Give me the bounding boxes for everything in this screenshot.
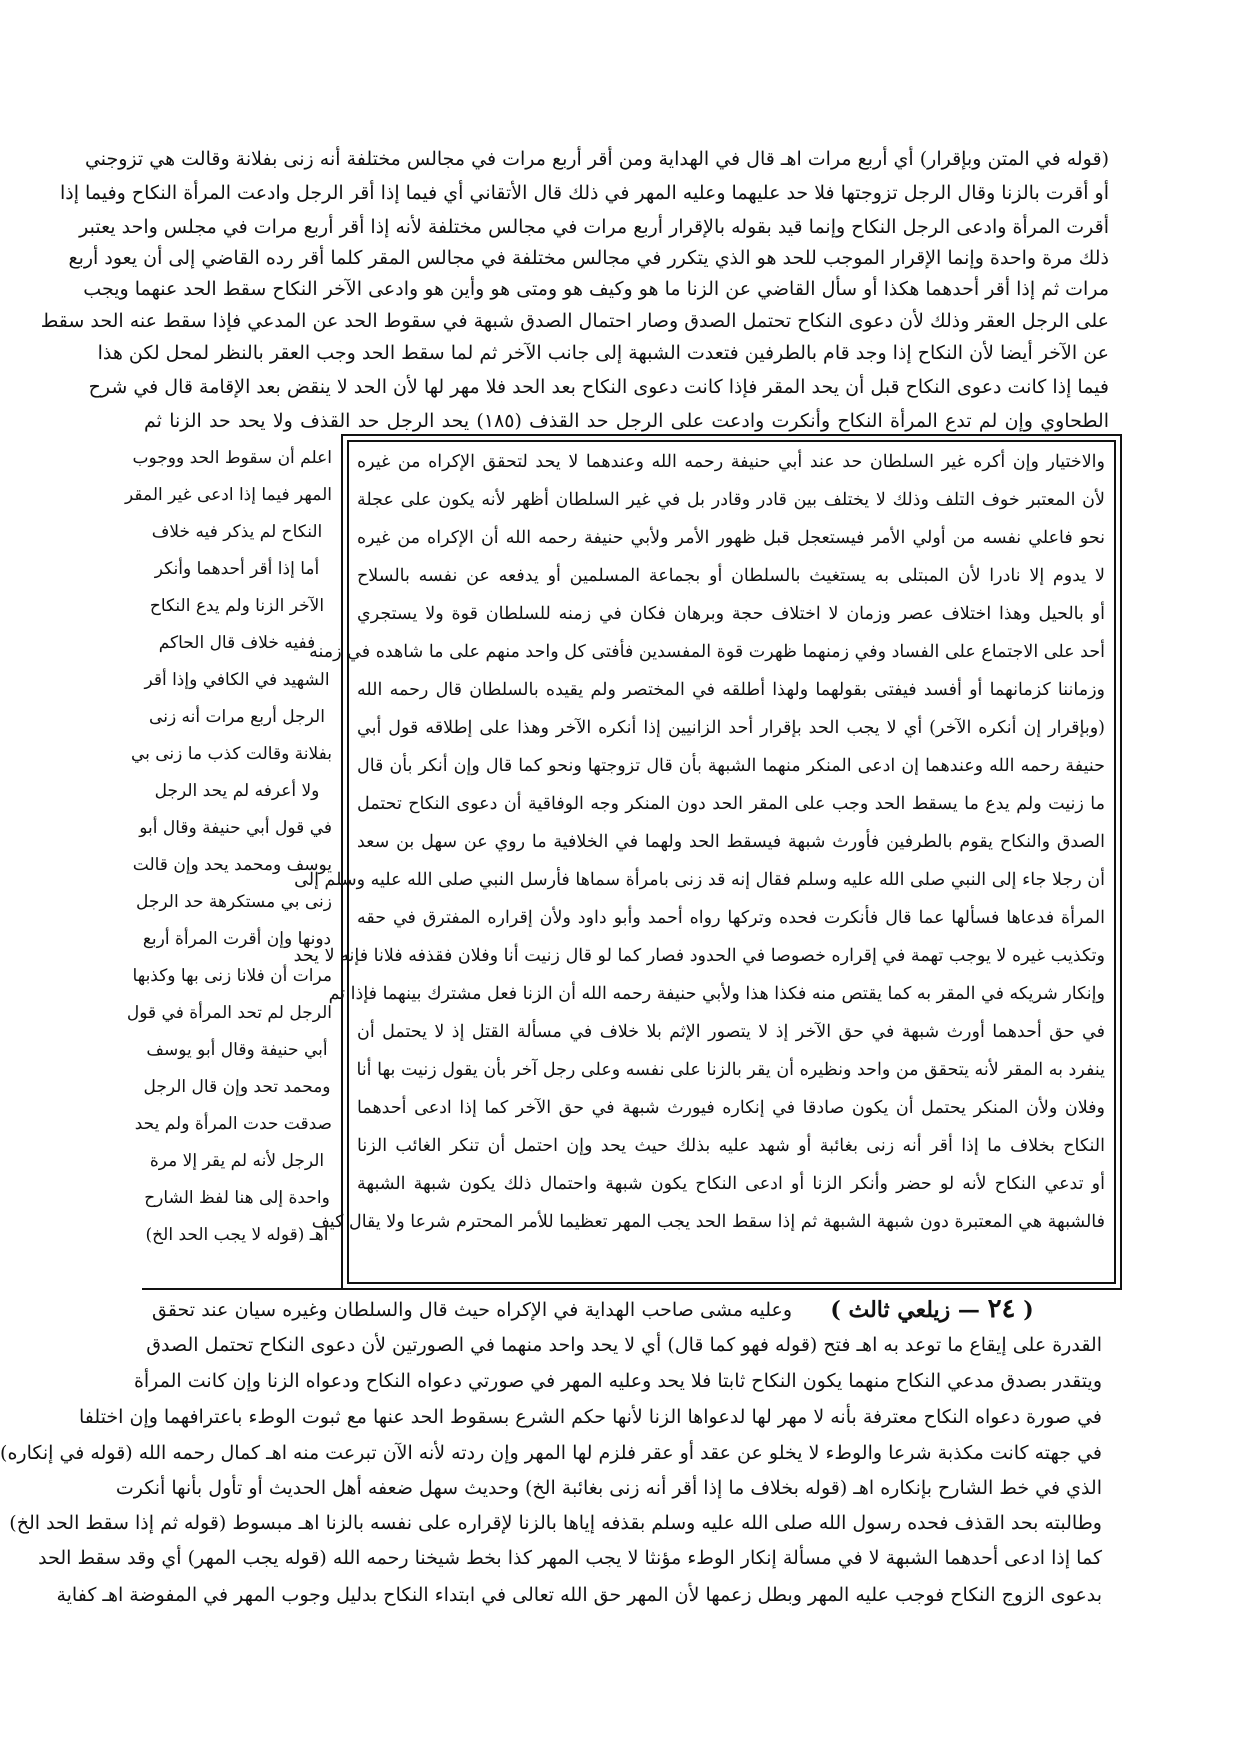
side-line: صدقت حدت المرأة ولم يحد [134, 1114, 332, 1134]
page-header-open-paren: ( [1023, 1297, 1034, 1323]
main-text-frame [293, 440, 1116, 1284]
page-header-label: زيلعي ثالث [848, 1297, 951, 1323]
frame-line: ما زنيت ولم يدع ما يسقط الحد وجب على المقر الحد دون المنكر وجه الوفاقية أن دعوى النكاح تحتمل [357, 794, 1105, 814]
side-line: أما إذا أقر أحدهما وأنكر [154, 559, 320, 579]
side-line: الرجل لأنه لم يقر إلا مرة [149, 1151, 325, 1171]
side-line: الرجل لم تحد المرأة في قول [126, 1003, 332, 1023]
text-line: القدرة على إيقاع ما توعد به اهـ فتح (قوله فهو كما قال) أي لا يحد واحد منهما في الصورتين لأن دعوى النكاح تحتمل الصدق [146, 1334, 1102, 1356]
side-line: الآخر الزنا ولم يدع النكاح [149, 596, 325, 616]
text-line: الطحاوي وإن لم تدع المرأة النكاح وأنكرت وادعت على الرجل حد القذف (١٨٥) يحد الرجل حد القذف ولا يحد حد الزنا ثم [144, 410, 1109, 432]
frame-line: نحو فاعلي نفسه من أولي الأمر فيستعجل قبل ظهور الأمر ولأبي حنيفة رحمه الله أن الإكراه من غيره [357, 528, 1105, 548]
frame-line: النكاح بخلاف ما إذا أقر أنه زنى بغائبة أو شهد عليه بذلك حيث يحد وإن احتمل أن تنكر الغائب الزنا [357, 1136, 1105, 1156]
text-line: ذلك مرة واحدة وإنما الإقرار الموجب للحد هو الذي يتكرر في مجالس مختلفة في مجالس المقر كلما أقر رده القاضي إلى أن يعود أربع [68, 247, 1109, 269]
frame-line: أو تدعي النكاح لأنه لو حضر وأنكر الزنا أو ادعى النكاح يكون شبهة واحتمال ذلك يكون شبهة الشبهة [357, 1174, 1105, 1194]
side-line: مرات أن فلانا زنى بها وكذبها [132, 966, 332, 986]
text-line: الذي في خط الشارح بإنكاره اهـ (قوله بخلاف ما إذا أقر أنه زنى بغائبة الخ) وحديث سهل ضعفه أهل الحديث أو تأول بأنها أنكرت [115, 1477, 1102, 1499]
side-line: المهر فيما إذا ادعى غير المقر [125, 485, 332, 505]
frame-line: لا يدوم إلا نادرا لأن المبتلى به يستغيث بالسلطان أو بجماعة المسلمين أو يدفعه عن نفسه بالسلاح [357, 566, 1105, 586]
text-line: أقرت المرأة وادعى الرجل النكاح وإنما قيد بقوله بالإقرار أربع مرات في مجالس مختلفة لأنه إذا أقر أربع مرات في مجلس واحد يعتبر [79, 216, 1109, 238]
side-line: ومحمد تحد وإن قال الرجل [143, 1077, 331, 1097]
frame-line: الصدق والنكاح يقوم بالطرفين فأورث شبهة فيسقط الحد ولهما في الخلافية ما روي عن سهل بن سعد [357, 832, 1105, 852]
frame-line: لأن المعتبر خوف التلف وذلك لا يختلف بين قادر وقادر بل في غير السلطان أظهر لأنه يكون على عجلة [357, 490, 1105, 510]
frame-line: (وبإقرار إن أنكره الآخر) أي لا يجب الحد بإقرار أحد الزانيين إذا أنكره الآخر وهذا على إطلاقه قول أبي [357, 718, 1105, 738]
side-line: يوسف ومحمد يحد وإن قالت [132, 855, 332, 875]
side-line: النكاح لم يذكر فيه خلاف [151, 522, 323, 542]
frame-line: فالشبهة هي المعتبرة دون شبهة الشبهة ثم إذا سقط الحد يجب المهر تعظيما للأمر المحترم شرعا ولا يقال كيف [311, 1212, 1105, 1232]
text-line: وعليه مشى صاحب الهداية في الإكراه حيث قال والسلطان وغيره سيان عند تحقق [152, 1299, 792, 1321]
side-line: اعلم أن سقوط الحد ووجوب [132, 448, 332, 468]
text-line: وطالبته بحد القذف فحده رسول الله صلى الله عليه وسلم بقذفه إياها بالزنا لإقراره على نفسه بالزنا اهـ مبسوط (قوله ثم إذا سقط الحد الخ) [9, 1512, 1102, 1534]
text-line: عن الآخر أيضا لأن النكاح إذا وجد قام بالطرفين فتعدت الشبهة إلى جانب الآخر ثم لما سقط الحد وجب العقر بالنظر لمحل لكن هذا [97, 342, 1109, 364]
text-line: أو أقرت بالزنا وقال الرجل تزوجتها فلا حد عليهما وعليه المهر في ذلك قال الأتقاني أي فيما إذا أقر الرجل وادعت المرأة النكاح وفيما إذا [60, 182, 1109, 204]
book-page [2, 0, 1242, 1754]
text-line: على الرجل العقر وذلك لأن دعوى النكاح تحتمل الصدق وصار احتمال الصدق شبهة في سقوط الحد عن المدعي فإذا سقط عنه الحد سقط [40, 310, 1109, 332]
frame-line: أحد على الاجتماع على الفساد وفي زمنهما ظهرت قوة المفسدين فأفتى كل واحد منهم على ما شاهده في زمنه [309, 642, 1105, 662]
frame-line: وإنكار شريكه في المقر به كما يقتص منه فكذا هذا ولأبي حنيفة رحمه الله أن الزنا فعل مشترك بينهما فإذا تم [328, 984, 1105, 1004]
frame-line: ينفرد به المقر لأنه يتحقق من واحد ونظيره أن يقر بالزنا على نفسه وعلى رجل آخر بأن يقول زنيت بها أنا [356, 1060, 1105, 1080]
side-line: أبي حنيفة وقال أبو يوسف [146, 1040, 328, 1060]
page-header-close-paren: ) [830, 1297, 841, 1323]
side-line: واحدة إلى هنا لفظ الشارح [144, 1188, 330, 1208]
side-line: الرجل أربع مرات أنه زنى [149, 707, 325, 727]
side-line: زنى بي مستكرهة حد الرجل [136, 892, 332, 912]
side-line: دونها وإن أقرت المرأة أربع [142, 929, 332, 949]
side-line: اهـ (قوله لا يجب الحد الخ) [145, 1225, 329, 1245]
side-line: ففيه خلاف قال الحاكم [158, 633, 316, 653]
text-line: بدعوى الزوج النكاح فوجب عليه المهر وبطل زعمها لأن المهر حق الله تعالى في ابتداء النكاح بدليل وجوب المهر في المفوضة اهـ كفاية [56, 1584, 1102, 1606]
frame-line: حنيفة رحمه الله وعندهما إن ادعى المنكر منهما الشبهة بأن قال تزوجتها ونحو كما قال وإن أنكر بأن قال [357, 756, 1105, 776]
text-line: مرات ثم إذا أقر أحدهما هكذا أو سأل القاضي عن الزنا ما هو وكيف هو ومتى هو وأين هو وادعى الآخر النكاح سقط الحد عنهما ويجب [83, 278, 1109, 300]
frame-line: وفلان ولأن المنكر يحتمل أن يكون صادقا في إنكاره فيورث شبهة في حق الآخر كما إذا ادعى أحدهما [357, 1098, 1105, 1118]
text-line: ويتقدر بصدق مدعي النكاح منهما يكون النكاح ثابتا فلا يحد وعليه المهر في صورتي دعواه النكاح ودعواه الزنا وإن كانت المرأة [133, 1370, 1102, 1392]
frame-line: أن رجلا جاء إلى النبي صلى الله عليه وسلم فقال إنه قد زنى بامرأة سماها فأرسل النبي صلى الله عليه وسلم إلى [294, 870, 1105, 890]
side-column-commentary [125, 442, 332, 1422]
frame-line: وتكذيب غيره لا يوجب تهمة في إقراره خصوصا في الحدود فصار كما لو قال زنيت أنا وفلان فقذفه فلانا فإنه لا يحد [293, 946, 1105, 966]
frame-line: في حق أحدهما أورث شبهة في حق الآخر إذ لا يتصور الإثم بلا خلاف في مسألة القتل إذ لا يحتمل أن [357, 1022, 1105, 1042]
frame-line: والاختيار وإن أكره غير السلطان حد عند أبي حنيفة رحمه الله وعندهما لا يحد لتحقق الإكراه من غيره [357, 452, 1105, 472]
side-line: في قول أبي حنيفة وقال أبو [139, 818, 332, 838]
frame-line: المرأة فدعاها فسألها عما قال فأنكرت فحده وتركها رواه أحمد وأبو داود ولأن إقراره المفترق في حقه [357, 908, 1105, 928]
side-line: ولا أعرفه لم يحد الرجل [154, 781, 320, 801]
page-header [812, 1292, 1052, 1326]
page-header-dash: — [950, 1297, 980, 1323]
frame-line: أو بالحيل وهذا اختلاف عصر وزمان لا اختلاف حجة وبرهان فكان في زمنه للسلطان قوة ولا يستجري [357, 604, 1105, 624]
text-line: في صورة دعواه النكاح معترفة بأنه لا مهر لها لدعواها الزنا لأنها حكم الشرع بسقوط الحد عنها مع ثبوت الوطء باعترافهما وإن اختلفا [79, 1406, 1102, 1428]
side-line: بفلانة وقالت كذب ما زنى بي [130, 744, 332, 764]
frame-line: وزماننا كزمانهما أو أفسد فيفتى بقولهما ولهذا أطلقه في المختصر ولم يقيده بالسلطان قال رحمه الله [357, 680, 1105, 700]
text-line: كما إذا ادعى أحدهما الشبهة لا في مسألة إنكار الوطء مؤنثا لا يجب المهر كذا بخط شيخنا رحمه الله (قوله يجب المهر) أي وقد سقط الحد [38, 1547, 1102, 1569]
text-line: فيما إذا كانت دعوى النكاح قبل أن يحد المقر فإذا كانت دعوى النكاح بعد الحد فلا مهر لها لأن الحد لا ينقض بعد الإقامة قال في شرح [88, 376, 1109, 398]
side-line: الشهيد في الكافي وإذا أقر [144, 670, 330, 690]
text-line: (قوله في المتن وبإقرار) أي أربع مرات اهـ قال في الهداية ومن أقر أربع مرات في مجالس مختلفة أنه زنى بفلانة وقالت هي تزوجني [84, 148, 1109, 170]
section-divider [142, 1288, 1117, 1290]
text-line: في جهته كانت مكذبة شرعا والوطء لا يخلو عن عقد أو عقر فلزم لها المهر وإن ردته لأنه الآن تبرعت منه اهـ كمال رحمه الله (قوله في إنكاره) [0, 1442, 1102, 1464]
page-number: ٢٤ [987, 1294, 1016, 1324]
